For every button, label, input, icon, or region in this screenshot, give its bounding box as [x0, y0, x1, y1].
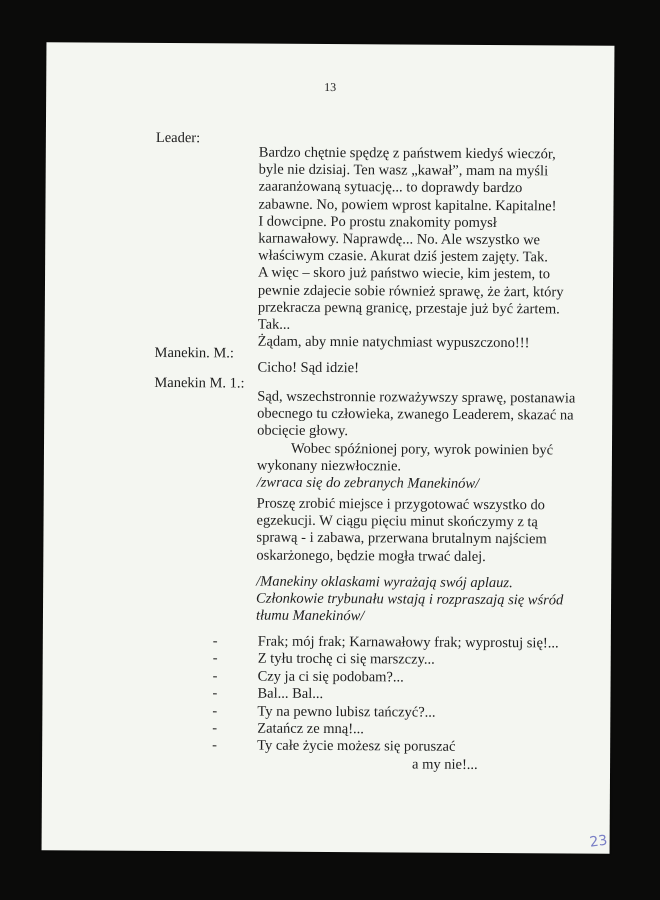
dash: -: [212, 650, 218, 667]
text-line: Frak; mój frak; Karnawałowy frak; wyprostuj się!...: [257, 633, 559, 652]
text-line: I dowcipne. Po prostu znakomity pomysł: [258, 213, 497, 231]
text-line: Zatańcz ze mną!...: [257, 720, 365, 738]
text-line: A więc – skoro już państwo wiecie, kim jestem, to: [258, 264, 551, 283]
text-line: byle nie dzisiaj. Ten wasz „kawał”, mam na myśli: [258, 161, 549, 180]
list-item: [212, 755, 558, 775]
list-item: [213, 668, 559, 688]
text-line: sprawą - i zabawa, przerwana brutalnym najściem: [256, 529, 547, 548]
text-line: Wobec spóźnionej pory, wyrok powinien być: [290, 440, 554, 458]
dash: -: [212, 668, 218, 685]
dash: -: [212, 720, 218, 737]
dialogue-list: [212, 633, 559, 774]
speaker-leader: Leader:: [155, 129, 201, 147]
text-line: przekracza pewną granicę, przestaje już być żartem.: [257, 299, 560, 318]
text-line: Proszę zrobić miejsce i przygotować wszystko do: [256, 495, 546, 514]
text-line: Z tyłu trochę ci się marszczy...: [257, 650, 435, 669]
list-item: [213, 633, 559, 653]
text-line: pewnie zdajecie sobie również sprawę, że żart, który: [257, 282, 564, 301]
dash: -: [212, 737, 218, 754]
stage-direction-applause: [256, 574, 586, 628]
text-line: obcięcie głowy.: [257, 422, 349, 440]
text-line: Cicho! Sąd idzie!: [257, 359, 360, 377]
text-line: tłumu Manekinów/: [255, 607, 365, 625]
text-line: /Manekiny oklaskami wyrażają swój aplauz.: [256, 573, 513, 592]
leader-speech: [258, 145, 589, 353]
text-line: Tak...: [257, 316, 291, 333]
text-line: Ty na pewno lubisz tańczyć?...: [257, 703, 436, 721]
text-line: wykonany niezwłocznie.: [256, 457, 402, 475]
text-line: Żądam, aby mnie natychmiast wypuszczono!!!: [257, 333, 530, 352]
text-line: zaaranżowaną sytuację... to doprawdy bardzo: [258, 178, 523, 197]
list-item: [212, 720, 558, 740]
list-item: [212, 738, 558, 758]
speaker-manekin-m: Manekin. M.:: [154, 344, 234, 362]
manekin-m1-speech: [257, 389, 588, 494]
text-line: a my nie!...: [412, 756, 478, 773]
list-item: [212, 686, 558, 706]
page-number: 13: [324, 79, 337, 95]
dash: -: [212, 685, 218, 702]
text-line: zabawne. No, powiem wprost kapitalne. Kapitalne!: [258, 196, 557, 215]
manekin-m-speech: [257, 360, 587, 379]
text-line: karnawałowy. Naprawdę... No. Ale wszystko we: [258, 230, 541, 249]
pencil-page-number: 23: [588, 832, 609, 851]
text-line: Sąd, wszechstronnie rozważywszy sprawę, postanawia: [257, 388, 576, 407]
text-line: oskarżonego, będzie mogła trwać dalej.: [256, 547, 486, 565]
stage-direction: /zwraca się do zebranych Manekinów/: [256, 474, 480, 492]
speaker-manekin-m1: Manekin M. 1.:: [154, 374, 245, 392]
dash: -: [212, 702, 218, 719]
text-line: Bardzo chętnie spędzę z państwem kiedyś wieczór,: [258, 144, 556, 163]
text-line: Członkowie trybunału wstają i rozpraszają się wśród: [256, 590, 564, 609]
text-line: Ty całe życie możesz się poruszać: [257, 738, 456, 756]
text-line: egzekucji. W ciągu pięciu minut skończymy z tą: [256, 512, 538, 531]
text-line: Czy ja ci się podobam?...: [257, 668, 404, 686]
request-speech: [256, 496, 586, 567]
document-page: [42, 42, 615, 853]
text-line: właściwym czasie. Akurat dziś jestem zajęty. Tak.: [258, 247, 548, 266]
list-item: [212, 703, 558, 723]
dash: -: [212, 633, 218, 650]
list-item: [213, 651, 559, 671]
text-line: obecnego tu człowieka, zwanego Leaderem, skazać na: [257, 405, 574, 424]
text-line: Bal... Bal...: [257, 685, 324, 703]
